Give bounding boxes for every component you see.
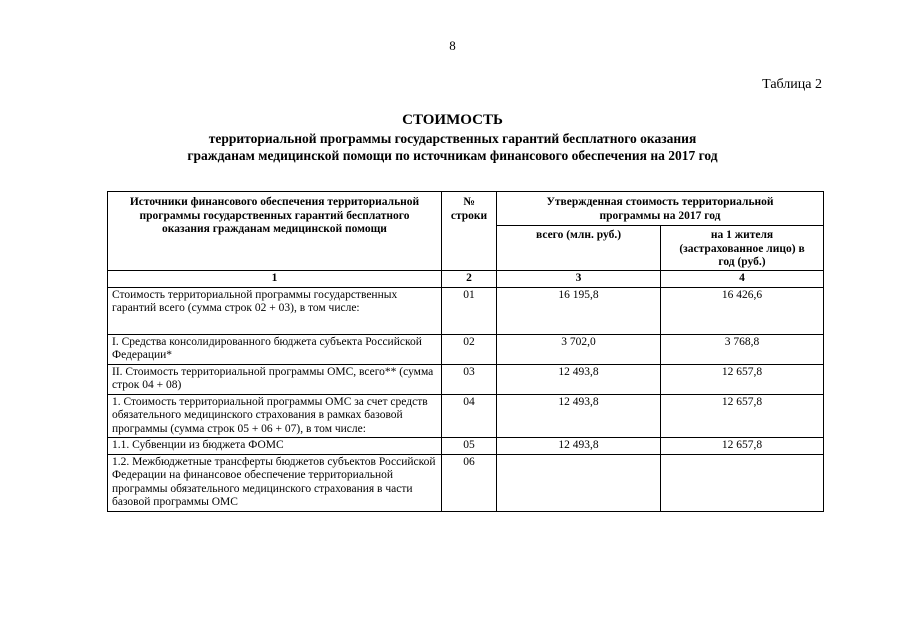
table-row xyxy=(108,454,824,511)
page-number: 8 xyxy=(449,38,456,53)
table-row xyxy=(108,334,824,364)
row-source: 1.2. Межбюджетные трансферты бюджетов субъектов Российской Федерации на финансовое обеспечение территориальной программы обязательного медицинского страхования в части базовой программы ОМС xyxy=(108,454,442,511)
header-approved-cost: Утвержденная стоимость территориальной программы на 2017 год xyxy=(497,192,824,226)
row-per-capita: 12 657,8 xyxy=(661,394,824,438)
row-line-number: 03 xyxy=(442,364,497,394)
subtitle-line-2: гражданам медицинской помощи по источникам финансового обеспечения на 2017 год xyxy=(187,148,718,163)
row-line-number: 04 xyxy=(442,394,497,438)
row-line-number: 05 xyxy=(442,438,497,455)
column-numbers-row xyxy=(108,271,824,288)
row-per-capita: 12 657,8 xyxy=(661,438,824,455)
row-total xyxy=(497,454,661,511)
row-source: Стоимость территориальной программы государственных гарантий всего (сумма строк 02 + 03), в том числе: xyxy=(108,287,442,334)
row-source: 1.1. Субвенции из бюджета ФОМС xyxy=(108,438,442,455)
header-sources: Источники финансового обеспечения территориальной программы государственных гарантий бесплатного оказания гражданам медицинской помощи xyxy=(108,192,442,271)
document-title: СТОИМОСТЬ xyxy=(402,112,503,128)
header-row-1 xyxy=(108,192,824,226)
row-line-number: 06 xyxy=(442,454,497,511)
table-row xyxy=(108,364,824,394)
column-number: 2 xyxy=(442,271,497,288)
row-total: 12 493,8 xyxy=(497,394,661,438)
header-total: всего (млн. руб.) xyxy=(497,226,661,271)
header-line-number: № строки xyxy=(442,192,497,271)
row-per-capita xyxy=(661,454,824,511)
row-per-capita: 3 768,8 xyxy=(661,334,824,364)
table-row xyxy=(108,394,824,438)
row-per-capita: 12 657,8 xyxy=(661,364,824,394)
row-total: 16 195,8 xyxy=(497,287,661,334)
table-row xyxy=(108,438,824,455)
column-number: 1 xyxy=(108,271,442,288)
row-total: 12 493,8 xyxy=(497,438,661,455)
header-per-capita: на 1 жителя (застрахованное лицо) в год (руб.) xyxy=(661,226,824,271)
row-source: I. Средства консолидированного бюджета субъекта Российской Федерации* xyxy=(108,334,442,364)
cost-table xyxy=(107,191,824,512)
row-source: II. Стоимость территориальной программы ОМС, всего** (сумма строк 04 + 08) xyxy=(108,364,442,394)
row-line-number: 02 xyxy=(442,334,497,364)
column-number: 4 xyxy=(661,271,824,288)
row-total: 12 493,8 xyxy=(497,364,661,394)
column-number: 3 xyxy=(497,271,661,288)
document-subtitle xyxy=(0,130,905,164)
table-label: Таблица 2 xyxy=(762,77,822,92)
row-line-number: 01 xyxy=(442,287,497,334)
table-row xyxy=(108,287,824,334)
subtitle-line-1: территориальной программы государственных гарантий бесплатного оказания xyxy=(208,131,697,146)
row-per-capita: 16 426,6 xyxy=(661,287,824,334)
row-source: 1. Стоимость территориальной программы ОМС за счет средств обязательного медицинского страхования в рамках базовой программы (сумма строк 05 + 06 + 07), в том числе: xyxy=(108,394,442,438)
row-total: 3 702,0 xyxy=(497,334,661,364)
